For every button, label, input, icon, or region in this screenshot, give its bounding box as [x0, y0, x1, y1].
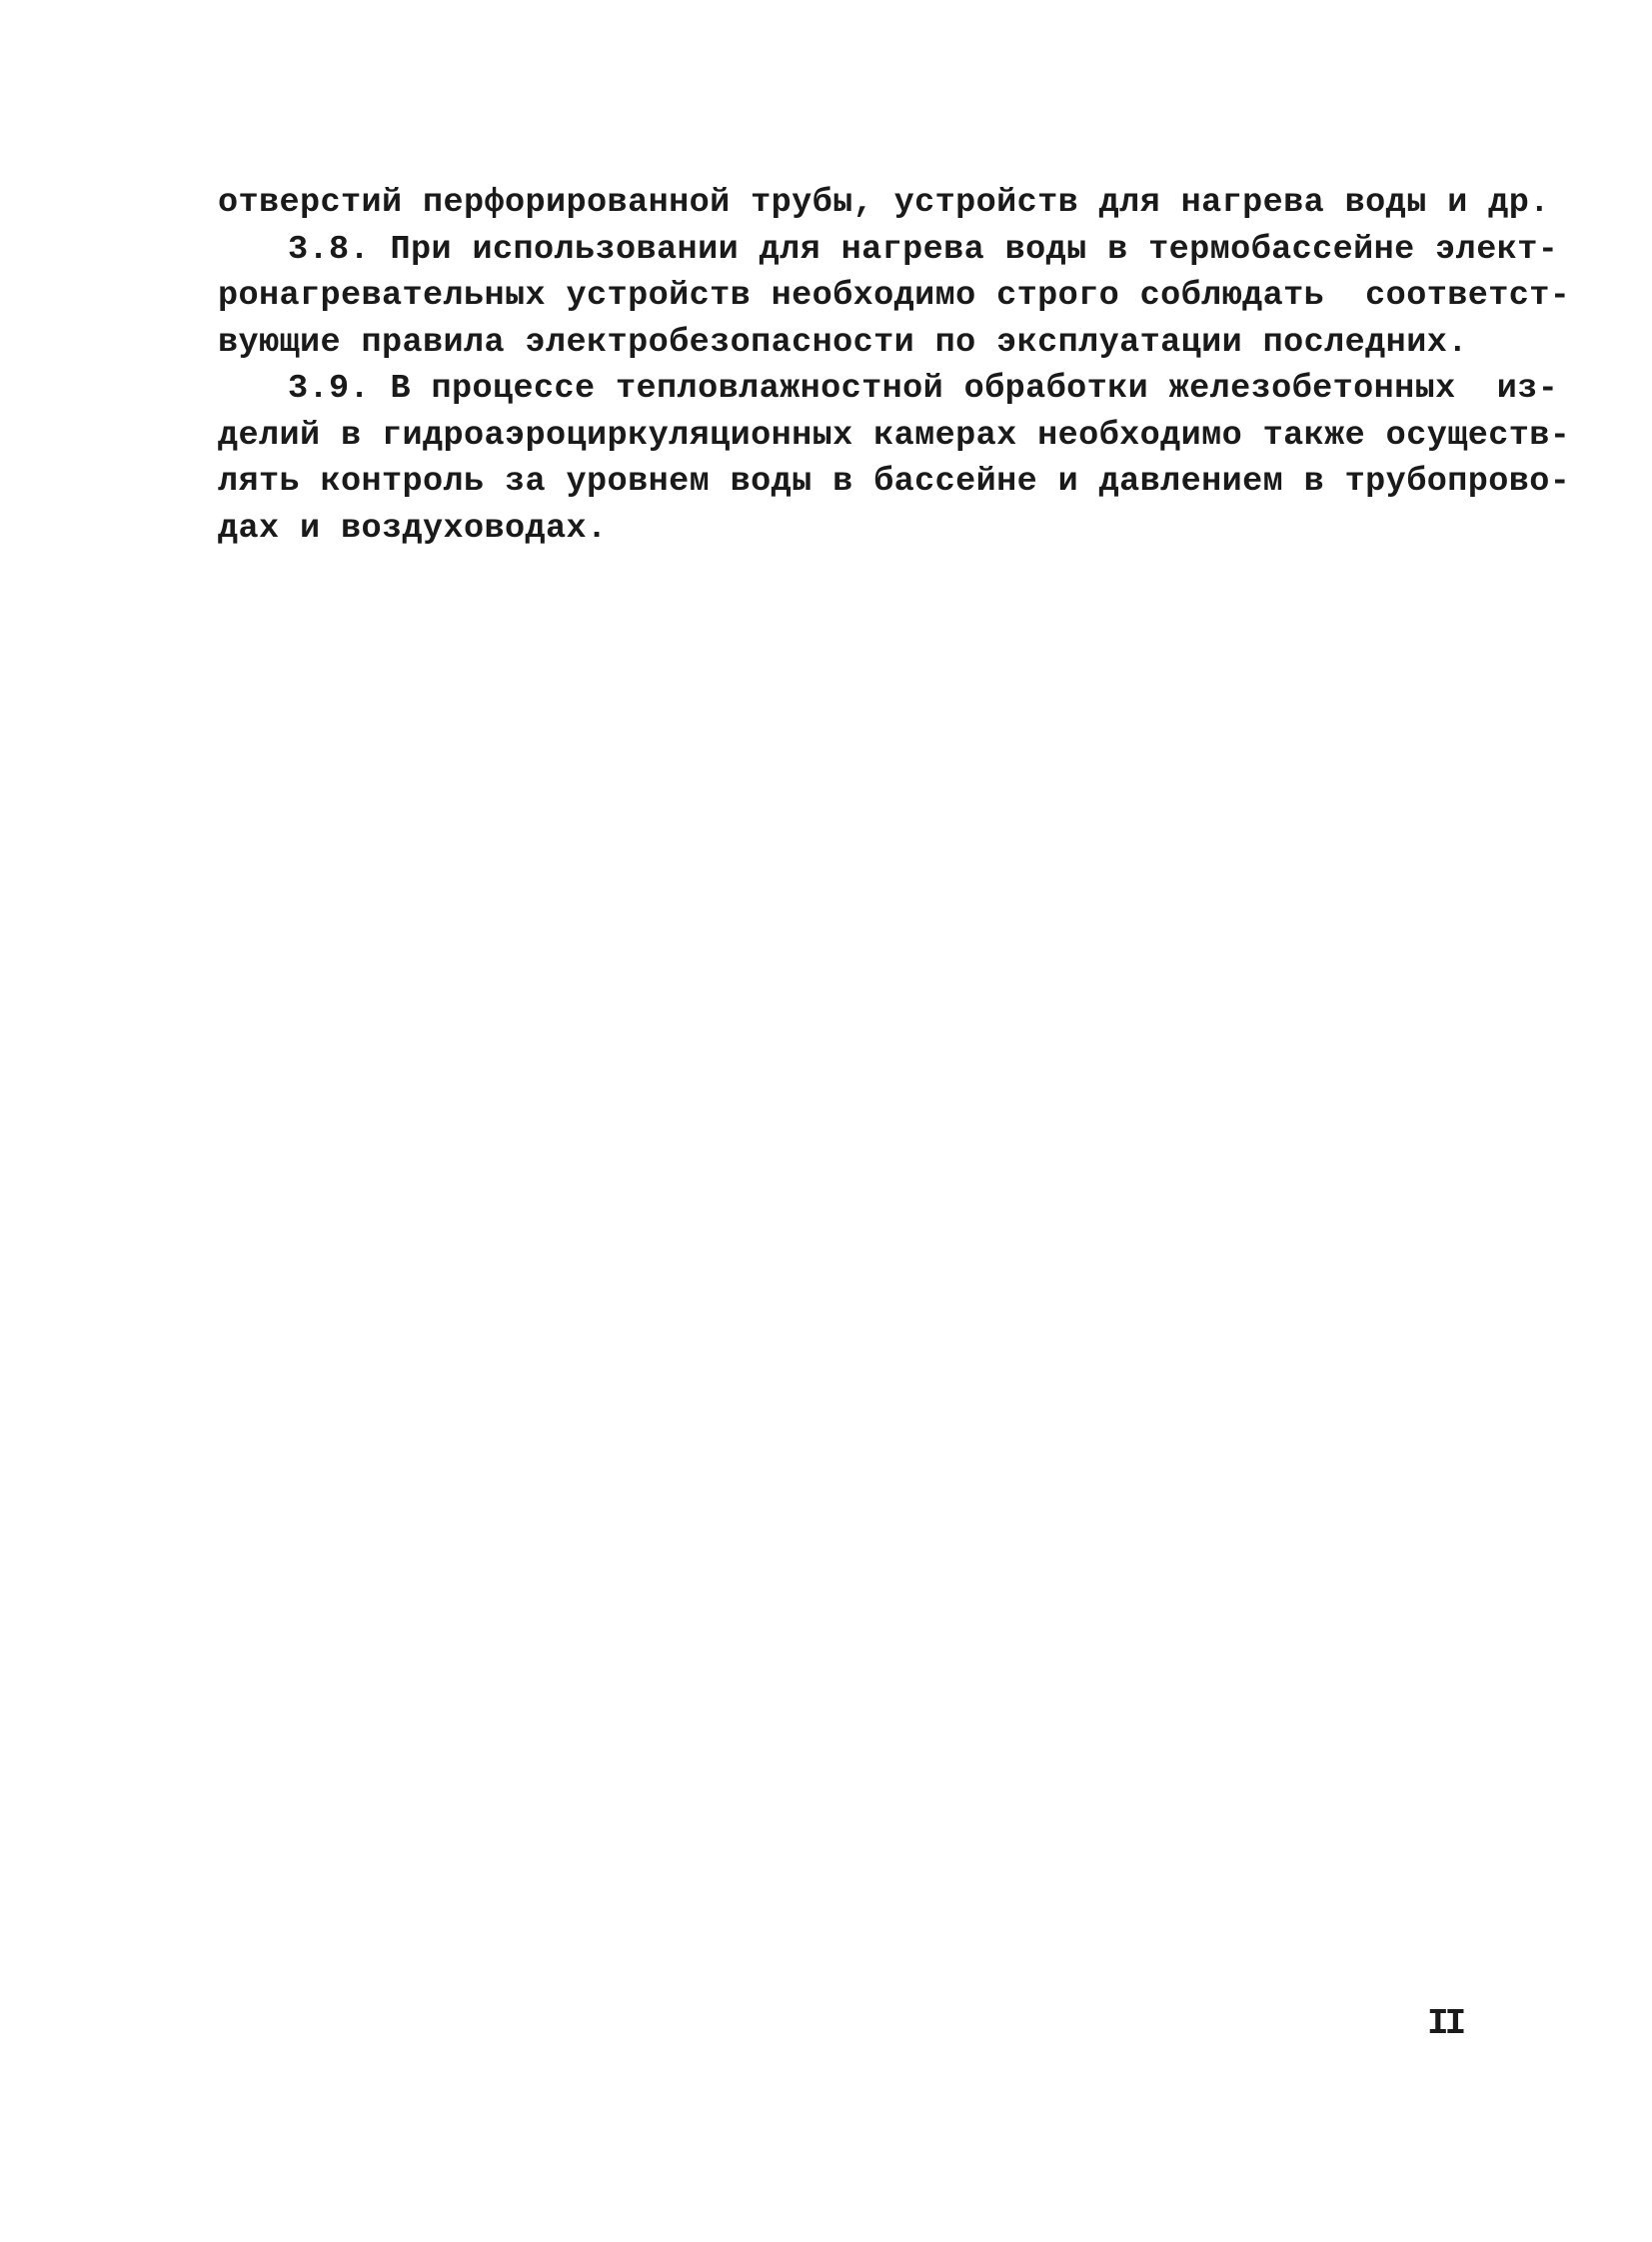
paragraph-3-8-start: 3.8. При использовании для нагрева воды в термобассейне элект-	[288, 230, 1559, 269]
text-line: дах и воздуховодах.	[218, 509, 608, 548]
paragraph-3-9-start: 3.9. В процессе тепловлажностной обработки железобетонных из-	[288, 370, 1559, 408]
text-line: делий в гидроаэроциркуляционных камерах необходимо также осуществ-	[218, 416, 1571, 455]
text-line: отверстий перфорированной трубы, устройств для нагрева воды и др.	[218, 184, 1550, 222]
page-number: II	[1427, 2003, 1463, 2044]
body-text	[218, 180, 1571, 552]
text-line: ронагревательных устройств необходимо строго соблюдать соответст-	[218, 277, 1571, 315]
text-line: лять контроль за уровнем воды в бассейне и давлением в трубопрово-	[218, 463, 1571, 501]
text-line: вующие правила электробезопасности по эксплуатации последних.	[218, 323, 1468, 362]
